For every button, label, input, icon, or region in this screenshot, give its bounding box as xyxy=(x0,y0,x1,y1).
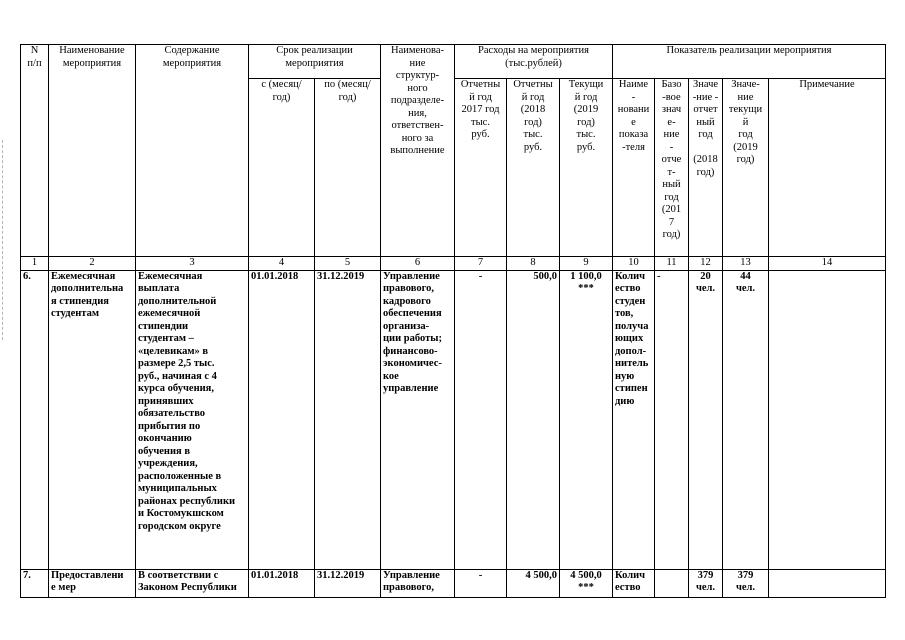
row-content: В соответствии с Законом Республики xyxy=(136,569,249,597)
row-exp-2019: 1 100,0 *** xyxy=(560,270,613,569)
row-exp-2018: 4 500,0 xyxy=(507,569,560,597)
col-number: 8 xyxy=(507,257,560,271)
header-ind-base: Базо -вое знач е- ние - отче т- ный год (201 7 год) xyxy=(655,79,689,257)
table-row xyxy=(21,270,886,569)
row-from: 01.01.2018 xyxy=(249,270,315,569)
row-to: 31.12.2019 xyxy=(315,569,381,597)
header-num: N п/п xyxy=(21,45,49,257)
row-note xyxy=(769,270,886,569)
row-from: 01.01.2018 xyxy=(249,569,315,597)
col-number: 4 xyxy=(249,257,315,271)
row-num: 6. xyxy=(21,270,49,569)
header-name: Наименование мероприятия xyxy=(49,45,136,257)
row-exp-2019: 4 500,0 *** xyxy=(560,569,613,597)
row-exp-2017: - xyxy=(455,270,507,569)
row-note xyxy=(769,569,886,597)
header-ind-2018: Значе -ние - отчет ный год (2018 год) xyxy=(689,79,723,257)
col-number: 14 xyxy=(769,257,886,271)
header-content: Содержание мероприятия xyxy=(136,45,249,257)
row-dept: Управление правового, xyxy=(381,569,455,597)
col-number: 9 xyxy=(560,257,613,271)
header-to: по (месяц/ год) xyxy=(315,79,381,257)
row-ind-2018: 20 чел. xyxy=(689,270,723,569)
row-ind-base: - xyxy=(655,270,689,569)
row-content: Ежемесячная выплата дополнительной ежемесячной стипендии студентам – «целевикам» в размере 2,5 тыс. руб., начиная с 4 курса обучения, принявших обязательство прибытия по окончанию обучения в учреждения, расположенные в муниципальных районах республики и Костомукшском городском округе xyxy=(136,270,249,569)
header-dept: Наименова- ние структур- ного подразделе- ния, ответствен- ного за выполнение xyxy=(381,45,455,257)
row-exp-2018: 500,0 xyxy=(507,270,560,569)
row-dept: Управление правового, кадрового обеспечения организа- ции работы; финансово- экономичес- кое управление xyxy=(381,270,455,569)
row-ind-2018: 379 чел. xyxy=(689,569,723,597)
col-number: 1 xyxy=(21,257,49,271)
row-ind-2019: 44 чел. xyxy=(723,270,769,569)
row-ind-name: Колич ество xyxy=(613,569,655,597)
header-exp-2018: Отчетны й год (2018 год) тыс. руб. xyxy=(507,79,560,257)
col-number: 5 xyxy=(315,257,381,271)
header-expenses: Расходы на мероприятия (тыс.рублей) xyxy=(455,45,613,79)
row-ind-name: Колич ество студен тов, получа ющих допол- нитель ную стипен дию xyxy=(613,270,655,569)
col-number: 3 xyxy=(136,257,249,271)
col-number: 13 xyxy=(723,257,769,271)
column-numbers-row xyxy=(21,257,886,271)
header-exp-2017: Отчетны й год 2017 год тыс. руб. xyxy=(455,79,507,257)
row-num: 7. xyxy=(21,569,49,597)
row-ind-2019: 379 чел. xyxy=(723,569,769,597)
header-period: Срок реализации мероприятия xyxy=(249,45,381,79)
header-exp-2019: Текущи й год (2019 год) тыс. руб. xyxy=(560,79,613,257)
col-number: 11 xyxy=(655,257,689,271)
header-ind-2019: Значе- ние текущи й год (2019 год) xyxy=(723,79,769,257)
table-row xyxy=(21,569,886,597)
row-ind-base xyxy=(655,569,689,597)
header-ind-name: Наиме - новани е показа -теля xyxy=(613,79,655,257)
col-number: 7 xyxy=(455,257,507,271)
header-note: Примечание xyxy=(769,79,886,257)
header-from: с (месяц/ год) xyxy=(249,79,315,257)
row-exp-2017: - xyxy=(455,569,507,597)
header-row-1 xyxy=(21,45,886,79)
col-number: 12 xyxy=(689,257,723,271)
header-indicator: Показатель реализации мероприятия xyxy=(613,45,886,79)
row-to: 31.12.2019 xyxy=(315,270,381,569)
scan-edge-line xyxy=(2,140,4,340)
col-number: 2 xyxy=(49,257,136,271)
activities-table xyxy=(20,44,886,598)
col-number: 10 xyxy=(613,257,655,271)
col-number: 6 xyxy=(381,257,455,271)
row-name: Ежемесячная дополнительна я стипендия студентам xyxy=(49,270,136,569)
row-name: Предоставлени е мер xyxy=(49,569,136,597)
